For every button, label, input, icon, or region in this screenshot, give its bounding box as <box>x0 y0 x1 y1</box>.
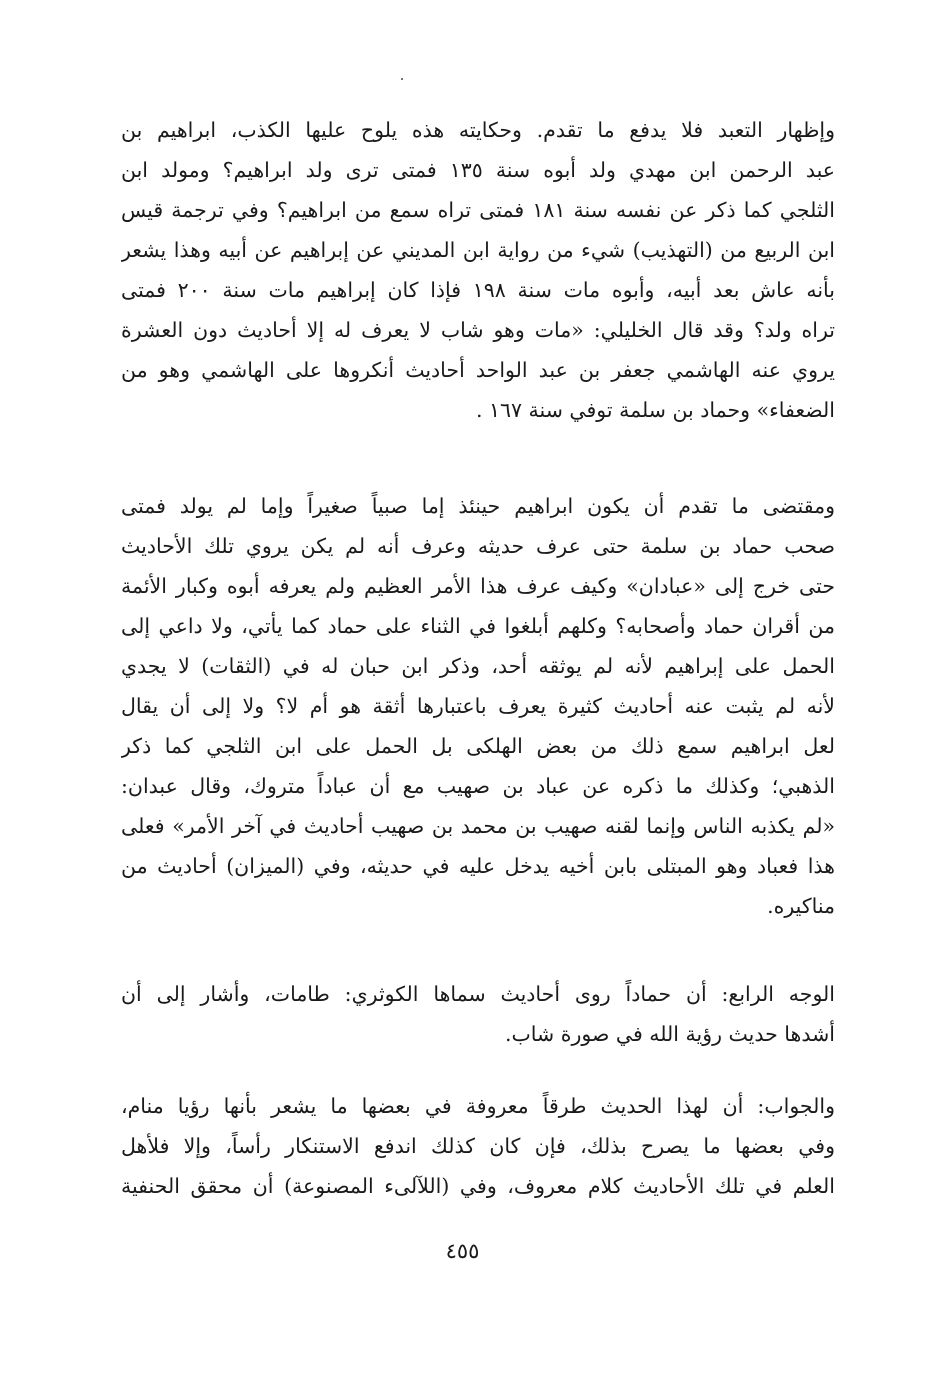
print-speck <box>401 78 403 80</box>
text-line: لأنه لم يثبت عنه أحاديث كثيرة يعرف باعتبارها أثقة هو أم لا؟ ولا إلى أن يقال <box>121 694 835 718</box>
text-line: أشدها حديث رؤية الله في صورة شاب. <box>504 1022 835 1046</box>
text-line: مناكيره. <box>767 894 835 918</box>
paragraph-4 <box>121 1086 835 1206</box>
text-line: الضعفاء» وحماد بن سلمة توفي سنة ١٦٧ . <box>475 398 835 422</box>
text-line: حتى خرج إلى «عبادان» وكيف عرف هذا الأمر العظيم ولم يعرفه أبوه وكبار الأئمة <box>121 574 835 598</box>
text-line: لعل ابراهيم سمع ذلك من بعض الهلكى بل الحمل على ابن الثلجي كما ذكر <box>121 734 835 758</box>
text-line: تراه ولد؟ وقد قال الخليلي: «مات وهو شاب لا يعرف له إلا أحاديث دون العشرة <box>121 318 835 342</box>
text-line: من أقران حماد وأصحابه؟ وكلهم أبلغوا في الثناء على حماد كما يأتي، ولا داعي إلى <box>121 614 835 638</box>
text-line: بأنه عاش بعد أبيه، وأبوه مات سنة ١٩٨ فإذا كان إبراهيم مات سنة ٢٠٠ فمتى <box>121 278 835 302</box>
text-line: «لم يكذبه الناس وإنما لقنه صهيب بن محمد بن صهيب أحاديث في آخر الأمر» فعلى <box>121 814 835 838</box>
paragraph-3 <box>121 974 835 1054</box>
text-line: وإظهار التعبد فلا يدفع ما تقدم. وحكايته هذه يلوح عليها الكذب، ابراهيم بن <box>121 118 835 142</box>
text-line: والجواب: أن لهذا الحديث طرقاً معروفة في بعضها ما يشعر بأنها رؤيا منام، <box>121 1094 835 1118</box>
text-line: وفي بعضها ما يصرح بذلك، فإن كان كذلك اندفع الاستنكار رأساً، وإلا فلأهل <box>121 1134 835 1158</box>
text-line: يروي عنه الهاشمي جعفر بن عبد الواحد أحاديث أنكروها على الهاشمي وهو من <box>121 358 835 382</box>
text-line: هذا فعباد وهو المبتلى بابن أخيه يدخل عليه في حديثه، وفي (الميزان) أحاديث من <box>121 854 835 878</box>
text-line: ومقتضى ما تقدم أن يكون ابراهيم حينئذ إما صبياً صغيراً وإما لم يولد فمتى <box>121 494 835 518</box>
text-line: الذهبي؛ وكذلك ما ذكره عن عباد بن صهيب مع أن عباداً متروك، وقال عبدان: <box>121 774 835 798</box>
text-line: صحب حماد بن سلمة حتى عرف حديثه وعرف أنه لم يكن يروي تلك الأحاديث <box>121 534 835 558</box>
page-number: ٤٥٥ <box>445 1239 480 1263</box>
paragraph-2 <box>121 486 835 926</box>
text-line: العلم في تلك الأحاديث كلام معروف، وفي (اللآلىء المصنوعة) أن محقق الحنفية <box>121 1174 835 1198</box>
text-line: الوجه الرابع: أن حماداً روى أحاديث سماها الكوثري: طامات، وأشار إلى أن <box>121 982 835 1006</box>
text-line: عبد الرحمن ابن مهدي ولد أبوه سنة ١٣٥ فمتى ترى ولد ابراهيم؟ ومولد ابن <box>121 158 835 182</box>
text-line: ابن الربيع من (التهذيب) شيء من رواية ابن المديني عن إبراهيم عن أبيه وهذا يشعر <box>121 238 835 262</box>
text-line: الثلجي كما ذكر عن نفسه سنة ١٨١ فمتى تراه سمع من ابراهيم؟ وفي ترجمة قيس <box>121 198 835 222</box>
paragraph-1 <box>121 110 835 430</box>
text-line: الحمل على إبراهيم لأنه لم يوثقه أحد، وذكر ابن حبان له في (الثقات) لا يجدي <box>121 654 835 678</box>
